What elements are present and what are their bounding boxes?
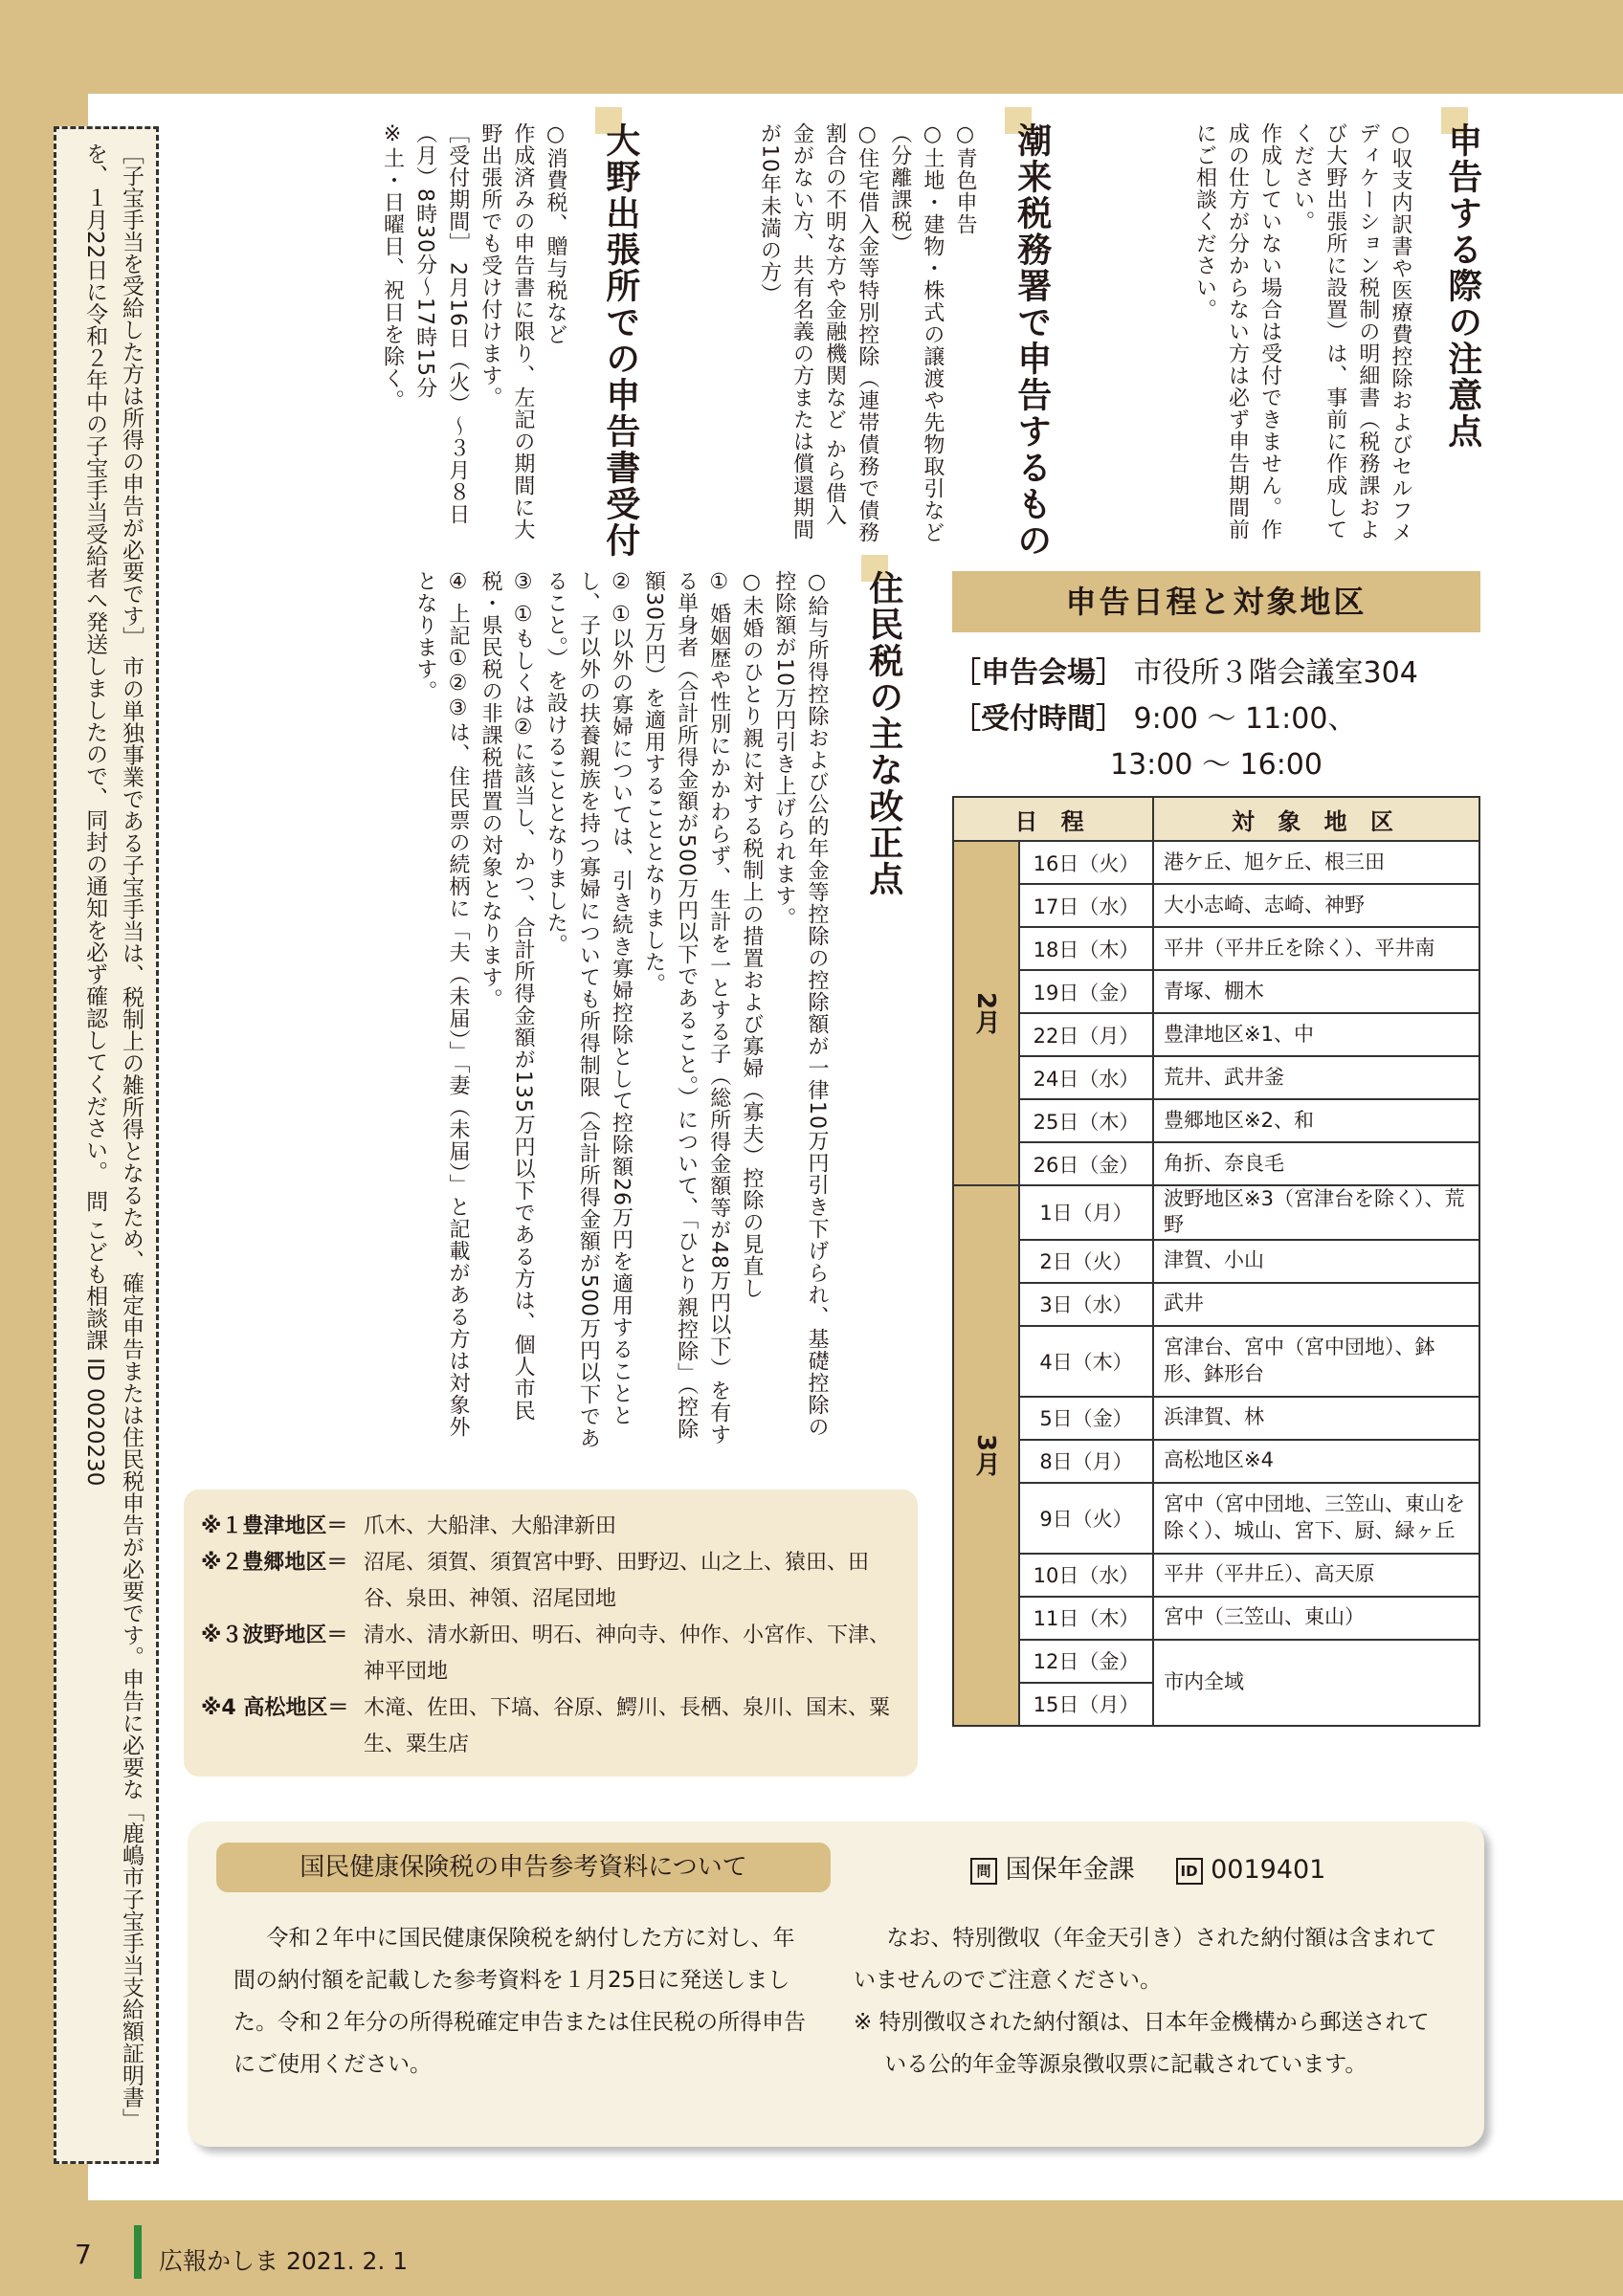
month-label: 3月 (953, 1185, 1019, 1726)
resident-tax-text-1: ○給与所得控除および公的年金等控除の控除額が一律10万円引き下げられ、基礎控除の控除額が10万円引き上げられます。 (771, 570, 829, 1438)
schedule-area: 豊津地区※1、中 (1153, 1013, 1479, 1056)
schedule-row (953, 970, 1479, 1013)
schedule-day: 25日（木） (1019, 1099, 1153, 1142)
schedule-area: 豊郷地区※2、和 (1153, 1099, 1479, 1142)
note-key: ※３波野地区＝ (201, 1623, 348, 1647)
note-key: ※4 高松地区＝ (201, 1696, 349, 1720)
page-number: 7 (75, 2239, 92, 2270)
schedule-area: 港ケ丘、旭ケ丘、根三田 (1153, 841, 1479, 884)
schedule-day: 12日（金） (1019, 1640, 1153, 1683)
ono-office-period: ［受付期間］ 2月16日（火）～３月８日（月）8時30分～17時15分 (412, 122, 470, 525)
resident-tax-item-4: ④ 上記①②③は、住民票の続柄に「夫（未届）」「妻（未届）」と記載がある方は対象外となります。 (412, 570, 470, 1438)
note-row (201, 1690, 900, 1763)
footer-accent-bar (134, 2225, 142, 2279)
nhi-id: 0019401 (1211, 1855, 1326, 1885)
nhi-column-2 (854, 1917, 1447, 2086)
schedule-table (952, 796, 1480, 1727)
cautions-text-1: ○収支内訳書や医療費控除およびセルフメディケーション税制の明細書（税務課および大野出張所に設置）は、事前に作成してください。 (1290, 122, 1412, 543)
ono-office-text-1: ○消費税、贈与税など (544, 122, 567, 345)
tax-office-body (675, 122, 981, 543)
schedule-area: 津賀、小山 (1153, 1240, 1479, 1283)
schedule-body (953, 841, 1479, 1726)
publication-name: 広報かしま 2021. 2. 1 (159, 2247, 409, 2275)
schedule-day: 26日（金） (1019, 1142, 1153, 1185)
child-allowance-text: ［子宝手当を受給した方は所得の申告が必要です］ 市の単独事業である子宝手当は、税制上の雑所得となるため、確定申告または住民税申告が必要です。申告に必要な「鹿嶋市子宝手当支給額証明書」を、１月22日に令和２年中の子宝手当受給者へ発送しましたので、同封の通知を必ず確認してください。 問 こども相談課 ID 0020230 (82, 143, 144, 2130)
heading-ono-office: 大野出張所での申告書受付 (600, 122, 640, 559)
schedule-area: 宮中（宮中団地、三笠山、東山を除く）、城山、宮下、厨、緑ヶ丘 (1153, 1483, 1479, 1554)
schedule-area: 平井（平井丘）、高天原 (1153, 1554, 1479, 1597)
hours-value-1: 9:00 ～ 11:00、 (1133, 702, 1357, 736)
nhi-para-2: なお、特別徴収（年金天引き）された納付額は含まれていませんのでご注意ください。 (854, 1926, 1437, 1993)
schedule-area: 宮中（三笠山、東山） (1153, 1597, 1479, 1640)
schedule-day: 16日（火） (1019, 841, 1153, 884)
schedule-area: 大小志崎、志崎、神野 (1153, 884, 1479, 927)
schedule-day: 19日（金） (1019, 970, 1153, 1013)
schedule-area: 荒井、武井釜 (1153, 1056, 1479, 1099)
hours-label: ［受付時間］ (952, 702, 1124, 736)
venue-label: ［申告会場］ (952, 656, 1124, 690)
col-date: 日 程 (953, 797, 1153, 841)
schedule-day: 4日（木） (1019, 1326, 1153, 1397)
col-area: 対 象 地 区 (1153, 797, 1479, 841)
note-value: 木滝、佐田、下塙、谷原、鰐川、長栖、泉川、国末、粟生、粟生店 (364, 1696, 891, 1756)
nhi-title: 国民健康保険税の申告参考資料について (216, 1843, 831, 1892)
schedule-area: 平井（平井丘を除く）、平井南 (1153, 927, 1479, 970)
tax-office-text-3: ○住宅借入金等特別控除（連帯債務で債務割合の不明な方や金融機関など から借入金がない方、共有名義の方または償還期間が10年未満の方） (757, 122, 879, 543)
schedule-day: 10日（水） (1019, 1554, 1153, 1597)
schedule-venue (952, 651, 1418, 788)
schedule-day: 24日（水） (1019, 1056, 1153, 1099)
schedule-row (953, 1440, 1479, 1483)
cautions-body (1105, 122, 1416, 543)
schedule-day: 1日（月） (1019, 1185, 1153, 1240)
schedule-row (953, 1283, 1479, 1326)
nhi-column-1 (233, 1917, 808, 2086)
child-allowance-box (54, 126, 159, 2164)
schedule-row (953, 884, 1479, 927)
heading-tax-office: 潮来税務署で申告するもの (1012, 122, 1052, 559)
note-value: 沼尾、須賀、須賀宮中野、田野辺、山之上、猿田、田谷、泉田、神領、沼尾団地 (364, 1551, 870, 1611)
resident-tax-item-3: ③ ①もしくは②に該当し、かつ、合計所得金額が135万円以下である方は、個人市民税・県民税の非課税措置の対象となります。 (478, 570, 536, 1422)
schedule-day: 9日（火） (1019, 1483, 1153, 1554)
ono-office-text-2: 作成済みの申告書に限り、左記の期間に大野出張所でも受け付けます。 (478, 122, 535, 541)
schedule-title: 申告日程と対象地区 (952, 571, 1480, 632)
note-key: ※１豊津地区＝ (201, 1514, 348, 1538)
schedule-row (953, 1142, 1479, 1185)
resident-tax-body (211, 570, 833, 1450)
schedule-day: 17日（水） (1019, 884, 1153, 927)
contact-icon: 問 (970, 1858, 997, 1885)
schedule-area: 高松地区※4 (1153, 1440, 1479, 1483)
nhi-contact-dept: 国保年金課 (1005, 1855, 1135, 1885)
heading-cautions: 申告する際の注意点 (1442, 122, 1482, 450)
schedule-row (953, 1099, 1479, 1142)
hours-value-2: 13:00 ～ 16:00 (1110, 748, 1323, 782)
schedule-day: 2日（火） (1019, 1240, 1153, 1283)
ono-office-note: ※土・日曜日、祝日を除く。 (380, 122, 405, 411)
schedule-row (953, 841, 1479, 884)
venue-value: 市役所３階会議室304 (1133, 656, 1418, 690)
resident-tax-text-2: ○未婚のひとり親に対する税制上の措置および寡婦（寡夫）控除の見直し (739, 570, 764, 1299)
schedule-row (953, 1483, 1479, 1554)
schedule-day: 22日（月） (1019, 1013, 1153, 1056)
nhi-contact (970, 1848, 1325, 1886)
schedule-area: 波野地区※3（宮津台を除く）、荒野 (1153, 1185, 1479, 1240)
note-row (201, 1545, 900, 1618)
note-value: 清水、清水新田、明石、神向寺、仲作、小宮作、下津、神平団地 (364, 1623, 891, 1684)
nhi-box (188, 1821, 1484, 2147)
nhi-para-1: 令和２年中に国民健康保険税を納付した方に対し、年間の納付額を記載した参考資料を１月25日に発送しました。令和２年分の所得税確定申告または住民税の所得申告にご使用ください。 (233, 1926, 806, 2077)
schedule-row (953, 1554, 1479, 1597)
schedule-area: 武井 (1153, 1283, 1479, 1326)
resident-tax-item-1: ① 婚姻歴や性別にかかわらず、生計を一とする子（総所得金額等が48万円以下）を有する単身者（合計所得金額が500万円以下であること。）について、「ひとり親控除」（控除額30万円）を適用することとなりました。 (641, 570, 731, 1446)
nhi-note: ※ 特別徴収された納付額は、日本年金機構から郵送されている公的年金等源泉徴収票に記載されています。 (854, 2010, 1430, 2077)
schedule-row (953, 1597, 1479, 1640)
schedule-row (953, 1326, 1479, 1397)
schedule-day: 11日（木） (1019, 1597, 1153, 1640)
month-label: 2月 (953, 841, 1019, 1185)
schedule-row (953, 927, 1479, 970)
schedule-area: 宮津台、宮中（宮中団地）、鉢形、鉢形台 (1153, 1326, 1479, 1397)
resident-tax-item-2: ② ①以外の寡婦については、引き続き寡婦控除として控除額26万円を適用することとし、子以外の扶養親族を持つ寡婦についても所得制限（合計所得金額が500万円以下であること。）を設けることとなりました。 (544, 570, 634, 1449)
schedule-row (953, 1056, 1479, 1099)
note-value: 爪木、大船津、大船津新田 (364, 1514, 617, 1538)
ono-office-body (251, 122, 571, 553)
note-row (201, 1618, 900, 1690)
schedule-row (953, 1397, 1479, 1440)
schedule-area: 角折、奈良毛 (1153, 1142, 1479, 1185)
schedule-day: 18日（木） (1019, 927, 1153, 970)
schedule-area: 市内全域 (1153, 1640, 1479, 1726)
page-frame-top (0, 0, 1623, 94)
tax-office-text-1: ○青色申告 (953, 122, 977, 235)
heading-resident-tax: 住民税の主な改正点 (863, 570, 903, 897)
schedule-day: 15日（月） (1019, 1683, 1153, 1726)
cautions-text-2: 作成していない場合は受付できません。作成の仕方が分からない方は必ず申告期間前にご相談ください。 (1192, 122, 1282, 541)
schedule-area: 浜津賀、林 (1153, 1397, 1479, 1440)
schedule-row (953, 1185, 1479, 1240)
note-key: ※２豊郷地区＝ (201, 1551, 348, 1575)
schedule-day: 3日（水） (1019, 1283, 1153, 1326)
district-notes (184, 1490, 918, 1777)
schedule-area: 青塚、棚木 (1153, 970, 1479, 1013)
id-icon: ID (1176, 1858, 1203, 1885)
note-row (201, 1509, 900, 1545)
schedule-row (953, 1013, 1479, 1056)
schedule-day: 5日（金） (1019, 1397, 1153, 1440)
schedule-day: 8日（月） (1019, 1440, 1153, 1483)
tax-office-text-2: ○土地・建物・株式の譲渡や先物取引など（分離課税） (887, 122, 945, 543)
schedule-row (953, 1640, 1479, 1683)
schedule-row (953, 1240, 1479, 1283)
